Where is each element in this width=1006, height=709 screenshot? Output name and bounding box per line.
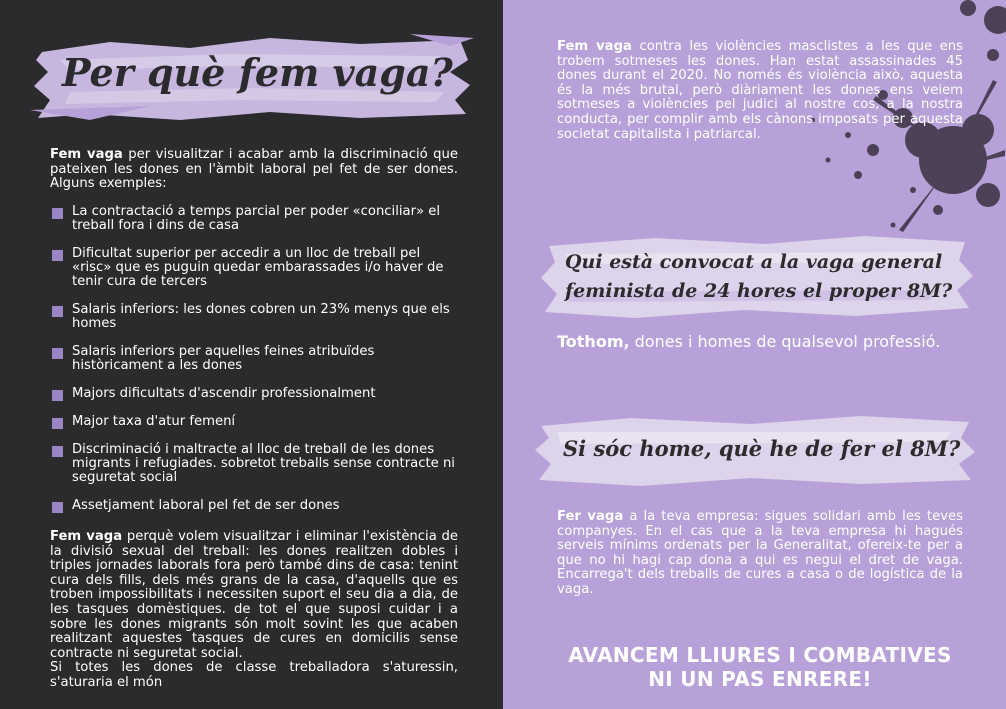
square-bullet-icon (52, 250, 63, 261)
square-bullet-icon (52, 390, 63, 401)
answer2-lead: Fer vaga (557, 509, 624, 524)
question2-title: Si sóc home, què he de fer el 8M? (563, 436, 961, 461)
list-item: Salaris inferiors per aquelles feines atribuïdes històricament a les dones (52, 345, 462, 373)
square-bullet-icon (52, 348, 63, 359)
square-bullet-icon (52, 446, 63, 457)
right-intro-paragraph (557, 40, 963, 142)
slogan-line-2: NI UN PAS ENRERE! (648, 667, 872, 691)
question1-title: Qui està convocat a la vaga general feminista de 24 hores el proper 8M? (565, 251, 953, 302)
right-panel (503, 0, 1006, 709)
square-bullet-icon (52, 418, 63, 429)
list-item: Salaris inferiors: les dones cobren un 23% menys que els homes (52, 303, 462, 331)
page-title: Per què fem vaga? (62, 50, 453, 95)
right-intro-text: contra les violències masclistes a les que ens trobem sotmeses les dones. Han estat assassinades 45 dones durant el 2020. No només és violència això, aquesta és la més brutal, però diàriament les dones ens veiem sotmeses a violències pel judici al nostre cos, a la nostra conducta, per complir amb els cànons imposats per aquesta societat capitalista i patriarcal. (557, 39, 963, 142)
list-item: Majors dificultats d'ascendir professionalment (52, 387, 462, 401)
second-paragraph (50, 530, 458, 691)
square-bullet-icon (52, 502, 63, 513)
list-item: La contractació a temps parcial per poder «conciliar» el treball fora i dins de casa (52, 205, 462, 233)
list-item: Major taxa d'atur femení (52, 415, 462, 429)
list-item: Discriminació i maltracte al lloc de treball de les dones migrants i refugiades. sobretot treballs sense contracte ni seguretat social (52, 443, 462, 485)
answer1-lead: Tothom, (557, 332, 630, 351)
answer1-text: dones i homes de qualsevol professió. (629, 332, 941, 351)
intro-text: per visualitzar i acabar amb la discriminació que pateixen les dones en l'àmbit laboral pel fet de ser dones. Alguns exemples: (50, 147, 458, 192)
second-text: perquè volem visualitzar i eliminar l'existència de la divisió sexual del treball: les dones realitzen dobles i triples jornades laborals fora però també dins de casa: tenint cura dels fills, dels més grans de la casa, d'aquells que es troben impossibilitats i necessiten suport el seu dia a dia, de les tasques domèstiques. de tot el que suposi cuidar i a sobre les dones migrants són molt sovint les que acaben realitzant aquestes tasques de cures en domicilis sense contracte ni seguretat social. (50, 529, 458, 661)
intro-paragraph (50, 148, 458, 192)
slogan-line-1: AVANCEM LLIURES I COMBATIVES (568, 643, 952, 667)
square-bullet-icon (52, 306, 63, 317)
list-item: Assetjament laboral pel fet de ser dones (52, 499, 462, 513)
closing-slogan (540, 643, 980, 691)
answer2-paragraph (557, 510, 963, 598)
closing-sentence: Si totes les dones de classe treballadora s'aturessin, s'aturaria el món (50, 660, 458, 690)
list-item: Dificultat superior per accedir a un lloc de treball pel «risc» que es puguin quedar embarassades i/o haver de tenir cura de tercers (52, 247, 462, 289)
answer1-paragraph (557, 332, 977, 352)
answer2-text: a la teva empresa: sigues solidari amb les teves companyes. En el cas que a la teva empresa hi hagués serveis mínims ordenats per la Generalitat, ofereix-te per a que no hi hagi cap dona a qui es negui el dret de vaga. Encarrega't dels treballs de cures a casa o de logística de la vaga. (557, 509, 963, 597)
second-lead: Fem vaga (50, 529, 123, 544)
right-intro-lead: Fem vaga (557, 39, 632, 54)
examples-list (52, 205, 462, 527)
square-bullet-icon (52, 208, 63, 219)
intro-lead: Fem vaga (50, 147, 123, 162)
